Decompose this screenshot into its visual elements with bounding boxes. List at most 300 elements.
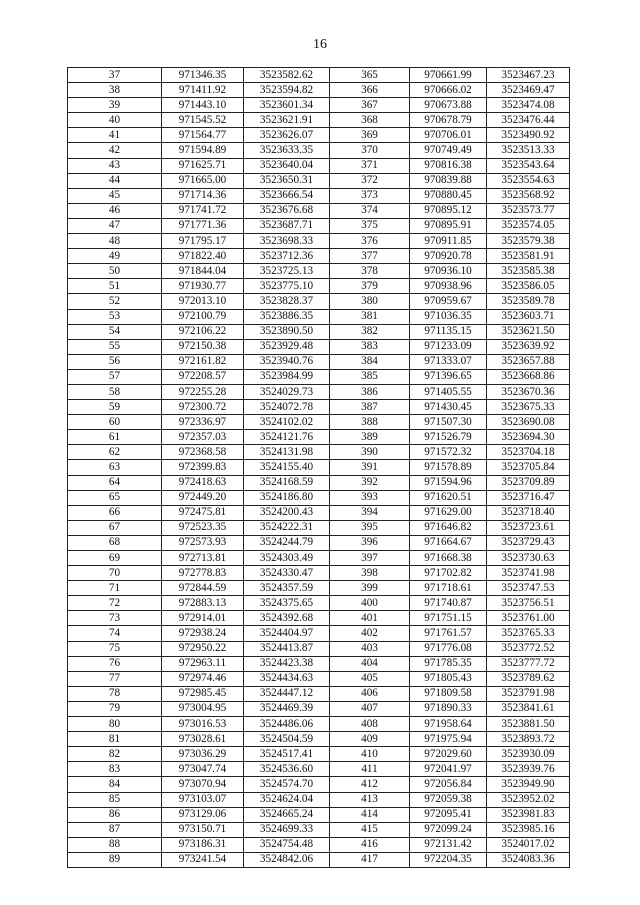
point-number-left-cell: 39 [68, 98, 162, 113]
point-number-right-cell: 396 [330, 535, 410, 550]
x-coordinate-left-cell: 972713.81 [162, 551, 244, 566]
x-coordinate-left-cell: 973186.31 [162, 837, 244, 852]
y-coordinate-left-cell: 3523828.37 [244, 294, 330, 309]
x-coordinate-left-cell: 971741.72 [162, 203, 244, 218]
x-coordinate-right-cell: 972131.42 [410, 837, 487, 852]
x-coordinate-right-cell: 971718.61 [410, 581, 487, 596]
y-coordinate-right-cell: 3523586.05 [487, 279, 570, 294]
point-number-right-cell: 388 [330, 415, 410, 430]
x-coordinate-left-cell: 971625.71 [162, 158, 244, 173]
x-coordinate-left-cell: 971594.89 [162, 143, 244, 158]
x-coordinate-left-cell: 973103.07 [162, 792, 244, 807]
table-row [68, 83, 570, 98]
point-number-right-cell: 381 [330, 309, 410, 324]
point-number-left-cell: 73 [68, 611, 162, 626]
x-coordinate-left-cell: 973016.53 [162, 717, 244, 732]
y-coordinate-right-cell: 3523981.83 [487, 807, 570, 822]
y-coordinate-right-cell: 3523952.02 [487, 792, 570, 807]
table-row [68, 309, 570, 324]
x-coordinate-right-cell: 971751.15 [410, 611, 487, 626]
point-number-right-cell: 394 [330, 505, 410, 520]
point-number-right-cell: 405 [330, 671, 410, 686]
y-coordinate-left-cell: 3524536.60 [244, 762, 330, 777]
y-coordinate-right-cell: 3523694.30 [487, 430, 570, 445]
x-coordinate-left-cell: 972100.79 [162, 309, 244, 324]
y-coordinate-left-cell: 3524504.59 [244, 732, 330, 747]
x-coordinate-right-cell: 971578.89 [410, 460, 487, 475]
y-coordinate-right-cell: 3523985.16 [487, 822, 570, 837]
x-coordinate-right-cell: 971507.30 [410, 415, 487, 430]
table-row [68, 505, 570, 520]
point-number-right-cell: 415 [330, 822, 410, 837]
x-coordinate-left-cell: 972300.72 [162, 400, 244, 415]
y-coordinate-right-cell: 3523705.84 [487, 460, 570, 475]
point-number-right-cell: 398 [330, 566, 410, 581]
y-coordinate-left-cell: 3523601.34 [244, 98, 330, 113]
point-number-right-cell: 370 [330, 143, 410, 158]
point-number-left-cell: 47 [68, 218, 162, 233]
y-coordinate-right-cell: 3523573.77 [487, 203, 570, 218]
point-number-left-cell: 89 [68, 852, 162, 867]
table-row [68, 203, 570, 218]
point-number-right-cell: 402 [330, 626, 410, 641]
y-coordinate-right-cell: 3523554.63 [487, 173, 570, 188]
y-coordinate-right-cell: 3523772.52 [487, 641, 570, 656]
point-number-right-cell: 368 [330, 113, 410, 128]
point-number-right-cell: 372 [330, 173, 410, 188]
point-number-left-cell: 56 [68, 354, 162, 369]
coordinates-table [67, 67, 570, 868]
table-row [68, 596, 570, 611]
x-coordinate-right-cell: 971975.94 [410, 732, 487, 747]
table-row [68, 264, 570, 279]
table-row [68, 686, 570, 701]
table-row [68, 98, 570, 113]
y-coordinate-left-cell: 3523594.82 [244, 83, 330, 98]
x-coordinate-right-cell: 971702.82 [410, 566, 487, 581]
point-number-left-cell: 68 [68, 535, 162, 550]
point-number-left-cell: 71 [68, 581, 162, 596]
y-coordinate-left-cell: 3523775.10 [244, 279, 330, 294]
point-number-left-cell: 75 [68, 641, 162, 656]
table-row [68, 520, 570, 535]
point-number-right-cell: 417 [330, 852, 410, 867]
x-coordinate-right-cell: 971036.35 [410, 309, 487, 324]
point-number-left-cell: 43 [68, 158, 162, 173]
y-coordinate-left-cell: 3524168.59 [244, 475, 330, 490]
x-coordinate-left-cell: 971714.36 [162, 188, 244, 203]
x-coordinate-right-cell: 970920.78 [410, 249, 487, 264]
x-coordinate-right-cell: 972099.24 [410, 822, 487, 837]
point-number-left-cell: 54 [68, 324, 162, 339]
x-coordinate-right-cell: 970749.49 [410, 143, 487, 158]
table-row [68, 354, 570, 369]
x-coordinate-left-cell: 972914.01 [162, 611, 244, 626]
y-coordinate-left-cell: 3524447.12 [244, 686, 330, 701]
table-row [68, 445, 570, 460]
point-number-right-cell: 375 [330, 218, 410, 233]
y-coordinate-left-cell: 3523687.71 [244, 218, 330, 233]
point-number-right-cell: 382 [330, 324, 410, 339]
point-number-left-cell: 67 [68, 520, 162, 535]
point-number-right-cell: 366 [330, 83, 410, 98]
x-coordinate-right-cell: 971646.82 [410, 520, 487, 535]
x-coordinate-right-cell: 971629.00 [410, 505, 487, 520]
x-coordinate-right-cell: 971405.55 [410, 384, 487, 399]
y-coordinate-right-cell: 3523476.44 [487, 113, 570, 128]
point-number-right-cell: 391 [330, 460, 410, 475]
coordinates-table-body [68, 68, 570, 868]
table-row [68, 566, 570, 581]
y-coordinate-right-cell: 3523657.88 [487, 354, 570, 369]
x-coordinate-left-cell: 972844.59 [162, 581, 244, 596]
y-coordinate-left-cell: 3524131.98 [244, 445, 330, 460]
y-coordinate-right-cell: 3523639.92 [487, 339, 570, 354]
x-coordinate-right-cell: 971668.38 [410, 551, 487, 566]
point-number-left-cell: 48 [68, 234, 162, 249]
x-coordinate-right-cell: 971740.87 [410, 596, 487, 611]
y-coordinate-right-cell: 3523881.50 [487, 717, 570, 732]
y-coordinate-left-cell: 3523940.76 [244, 354, 330, 369]
table-row [68, 113, 570, 128]
point-number-left-cell: 37 [68, 68, 162, 83]
point-number-right-cell: 389 [330, 430, 410, 445]
x-coordinate-left-cell: 973129.06 [162, 807, 244, 822]
x-coordinate-left-cell: 972399.83 [162, 460, 244, 475]
x-coordinate-right-cell: 970895.91 [410, 218, 487, 233]
table-row [68, 535, 570, 550]
point-number-left-cell: 49 [68, 249, 162, 264]
y-coordinate-left-cell: 3523676.68 [244, 203, 330, 218]
y-coordinate-right-cell: 3523841.61 [487, 701, 570, 716]
x-coordinate-left-cell: 973047.74 [162, 762, 244, 777]
x-coordinate-right-cell: 971620.51 [410, 490, 487, 505]
y-coordinate-left-cell: 3524072.78 [244, 400, 330, 415]
point-number-right-cell: 401 [330, 611, 410, 626]
table-row [68, 143, 570, 158]
point-number-right-cell: 373 [330, 188, 410, 203]
x-coordinate-left-cell: 972938.24 [162, 626, 244, 641]
x-coordinate-right-cell: 971785.35 [410, 656, 487, 671]
point-number-right-cell: 409 [330, 732, 410, 747]
x-coordinate-left-cell: 972523.35 [162, 520, 244, 535]
table-row [68, 339, 570, 354]
y-coordinate-right-cell: 3523756.51 [487, 596, 570, 611]
x-coordinate-left-cell: 971844.04 [162, 264, 244, 279]
x-coordinate-left-cell: 971346.35 [162, 68, 244, 83]
x-coordinate-left-cell: 972974.46 [162, 671, 244, 686]
x-coordinate-right-cell: 970959.67 [410, 294, 487, 309]
y-coordinate-right-cell: 3523730.63 [487, 551, 570, 566]
x-coordinate-right-cell: 971594.96 [410, 475, 487, 490]
table-row [68, 671, 570, 686]
x-coordinate-left-cell: 973004.95 [162, 701, 244, 716]
point-number-left-cell: 58 [68, 384, 162, 399]
point-number-left-cell: 38 [68, 83, 162, 98]
table-row [68, 792, 570, 807]
point-number-right-cell: 367 [330, 98, 410, 113]
y-coordinate-right-cell: 3523939.76 [487, 762, 570, 777]
x-coordinate-left-cell: 972778.83 [162, 566, 244, 581]
point-number-left-cell: 88 [68, 837, 162, 852]
x-coordinate-right-cell: 972059.38 [410, 792, 487, 807]
table-row [68, 717, 570, 732]
x-coordinate-left-cell: 971930.77 [162, 279, 244, 294]
y-coordinate-left-cell: 3523626.07 [244, 128, 330, 143]
table-row [68, 294, 570, 309]
point-number-left-cell: 86 [68, 807, 162, 822]
x-coordinate-right-cell: 972204.35 [410, 852, 487, 867]
x-coordinate-right-cell: 971396.65 [410, 369, 487, 384]
y-coordinate-right-cell: 3523574.05 [487, 218, 570, 233]
y-coordinate-right-cell: 3523729.43 [487, 535, 570, 550]
y-coordinate-right-cell: 3523589.78 [487, 294, 570, 309]
table-row [68, 128, 570, 143]
x-coordinate-left-cell: 971443.10 [162, 98, 244, 113]
point-number-right-cell: 378 [330, 264, 410, 279]
y-coordinate-right-cell: 3523490.92 [487, 128, 570, 143]
point-number-left-cell: 65 [68, 490, 162, 505]
table-row [68, 747, 570, 762]
point-number-right-cell: 400 [330, 596, 410, 611]
y-coordinate-right-cell: 3523716.47 [487, 490, 570, 505]
point-number-left-cell: 66 [68, 505, 162, 520]
y-coordinate-left-cell: 3523621.91 [244, 113, 330, 128]
point-number-right-cell: 399 [330, 581, 410, 596]
point-number-right-cell: 390 [330, 445, 410, 460]
y-coordinate-left-cell: 3524486.06 [244, 717, 330, 732]
x-coordinate-right-cell: 971890.33 [410, 701, 487, 716]
y-coordinate-left-cell: 3524699.33 [244, 822, 330, 837]
y-coordinate-left-cell: 3524624.04 [244, 792, 330, 807]
x-coordinate-left-cell: 972208.57 [162, 369, 244, 384]
table-row [68, 218, 570, 233]
point-number-right-cell: 395 [330, 520, 410, 535]
y-coordinate-left-cell: 3524186.80 [244, 490, 330, 505]
point-number-left-cell: 74 [68, 626, 162, 641]
point-number-right-cell: 377 [330, 249, 410, 264]
y-coordinate-right-cell: 3523747.53 [487, 581, 570, 596]
point-number-right-cell: 410 [330, 747, 410, 762]
x-coordinate-right-cell: 970880.45 [410, 188, 487, 203]
x-coordinate-right-cell: 971776.08 [410, 641, 487, 656]
point-number-right-cell: 371 [330, 158, 410, 173]
y-coordinate-left-cell: 3524200.43 [244, 505, 330, 520]
y-coordinate-left-cell: 3524155.40 [244, 460, 330, 475]
y-coordinate-right-cell: 3523893.72 [487, 732, 570, 747]
y-coordinate-right-cell: 3524017.02 [487, 837, 570, 852]
y-coordinate-right-cell: 3523568.92 [487, 188, 570, 203]
point-number-left-cell: 61 [68, 430, 162, 445]
point-number-left-cell: 55 [68, 339, 162, 354]
x-coordinate-right-cell: 970911.85 [410, 234, 487, 249]
y-coordinate-left-cell: 3523666.54 [244, 188, 330, 203]
point-number-right-cell: 407 [330, 701, 410, 716]
point-number-right-cell: 413 [330, 792, 410, 807]
x-coordinate-left-cell: 972573.93 [162, 535, 244, 550]
y-coordinate-left-cell: 3524244.79 [244, 535, 330, 550]
table-row [68, 400, 570, 415]
x-coordinate-right-cell: 970816.38 [410, 158, 487, 173]
y-coordinate-left-cell: 3524754.48 [244, 837, 330, 852]
table-row [68, 701, 570, 716]
y-coordinate-right-cell: 3523579.38 [487, 234, 570, 249]
x-coordinate-right-cell: 972029.60 [410, 747, 487, 762]
y-coordinate-right-cell: 3523668.86 [487, 369, 570, 384]
point-number-right-cell: 369 [330, 128, 410, 143]
point-number-right-cell: 406 [330, 686, 410, 701]
x-coordinate-right-cell: 971805.43 [410, 671, 487, 686]
x-coordinate-left-cell: 972950.22 [162, 641, 244, 656]
y-coordinate-right-cell: 3523704.18 [487, 445, 570, 460]
x-coordinate-right-cell: 970936.10 [410, 264, 487, 279]
x-coordinate-right-cell: 970678.79 [410, 113, 487, 128]
x-coordinate-right-cell: 972056.84 [410, 777, 487, 792]
y-coordinate-left-cell: 3523890.50 [244, 324, 330, 339]
point-number-left-cell: 84 [68, 777, 162, 792]
y-coordinate-right-cell: 3523670.36 [487, 384, 570, 399]
point-number-right-cell: 397 [330, 551, 410, 566]
point-number-left-cell: 87 [68, 822, 162, 837]
x-coordinate-left-cell: 972255.28 [162, 384, 244, 399]
y-coordinate-right-cell: 3523930.09 [487, 747, 570, 762]
x-coordinate-left-cell: 972013.10 [162, 294, 244, 309]
x-coordinate-left-cell: 973028.61 [162, 732, 244, 747]
y-coordinate-right-cell: 3523675.33 [487, 400, 570, 415]
x-coordinate-right-cell: 970938.96 [410, 279, 487, 294]
table-row [68, 460, 570, 475]
x-coordinate-left-cell: 973070.94 [162, 777, 244, 792]
y-coordinate-left-cell: 3523929.48 [244, 339, 330, 354]
point-number-left-cell: 46 [68, 203, 162, 218]
x-coordinate-right-cell: 971572.32 [410, 445, 487, 460]
table-row [68, 369, 570, 384]
y-coordinate-left-cell: 3523650.31 [244, 173, 330, 188]
y-coordinate-left-cell: 3524404.97 [244, 626, 330, 641]
point-number-left-cell: 45 [68, 188, 162, 203]
point-number-left-cell: 83 [68, 762, 162, 777]
y-coordinate-left-cell: 3524102.02 [244, 415, 330, 430]
x-coordinate-right-cell: 971809.58 [410, 686, 487, 701]
y-coordinate-left-cell: 3524434.63 [244, 671, 330, 686]
point-number-left-cell: 85 [68, 792, 162, 807]
table-row [68, 626, 570, 641]
table-row [68, 415, 570, 430]
x-coordinate-left-cell: 972985.45 [162, 686, 244, 701]
x-coordinate-left-cell: 972883.13 [162, 596, 244, 611]
y-coordinate-left-cell: 3524303.49 [244, 551, 330, 566]
x-coordinate-left-cell: 971822.40 [162, 249, 244, 264]
point-number-right-cell: 365 [330, 68, 410, 83]
point-number-left-cell: 50 [68, 264, 162, 279]
table-row [68, 68, 570, 83]
y-coordinate-left-cell: 3524121.76 [244, 430, 330, 445]
table-row [68, 384, 570, 399]
x-coordinate-left-cell: 972418.63 [162, 475, 244, 490]
table-row [68, 475, 570, 490]
point-number-right-cell: 411 [330, 762, 410, 777]
x-coordinate-right-cell: 971135.15 [410, 324, 487, 339]
y-coordinate-left-cell: 3524330.47 [244, 566, 330, 581]
x-coordinate-right-cell: 970706.01 [410, 128, 487, 143]
y-coordinate-left-cell: 3524517.41 [244, 747, 330, 762]
point-number-right-cell: 385 [330, 369, 410, 384]
point-number-left-cell: 81 [68, 732, 162, 747]
point-number-left-cell: 69 [68, 551, 162, 566]
y-coordinate-left-cell: 3523984.99 [244, 369, 330, 384]
x-coordinate-right-cell: 971333.07 [410, 354, 487, 369]
point-number-right-cell: 403 [330, 641, 410, 656]
x-coordinate-right-cell: 971958.64 [410, 717, 487, 732]
x-coordinate-right-cell: 970839.88 [410, 173, 487, 188]
x-coordinate-right-cell: 972041.97 [410, 762, 487, 777]
point-number-left-cell: 63 [68, 460, 162, 475]
y-coordinate-right-cell: 3523789.62 [487, 671, 570, 686]
y-coordinate-left-cell: 3523886.35 [244, 309, 330, 324]
x-coordinate-left-cell: 971411.92 [162, 83, 244, 98]
x-coordinate-left-cell: 971771.36 [162, 218, 244, 233]
y-coordinate-right-cell: 3523543.64 [487, 158, 570, 173]
y-coordinate-left-cell: 3524574.70 [244, 777, 330, 792]
x-coordinate-left-cell: 971795.17 [162, 234, 244, 249]
x-coordinate-left-cell: 972150.38 [162, 339, 244, 354]
y-coordinate-left-cell: 3524392.68 [244, 611, 330, 626]
x-coordinate-right-cell: 970661.99 [410, 68, 487, 83]
y-coordinate-right-cell: 3523723.61 [487, 520, 570, 535]
point-number-right-cell: 412 [330, 777, 410, 792]
point-number-left-cell: 53 [68, 309, 162, 324]
point-number-right-cell: 416 [330, 837, 410, 852]
x-coordinate-left-cell: 972161.82 [162, 354, 244, 369]
y-coordinate-left-cell: 3524665.24 [244, 807, 330, 822]
table-row [68, 279, 570, 294]
point-number-right-cell: 384 [330, 354, 410, 369]
point-number-right-cell: 376 [330, 234, 410, 249]
point-number-left-cell: 82 [68, 747, 162, 762]
y-coordinate-right-cell: 3524083.36 [487, 852, 570, 867]
table-row [68, 490, 570, 505]
x-coordinate-left-cell: 973150.71 [162, 822, 244, 837]
y-coordinate-left-cell: 3523698.33 [244, 234, 330, 249]
y-coordinate-right-cell: 3523709.89 [487, 475, 570, 490]
point-number-left-cell: 51 [68, 279, 162, 294]
y-coordinate-left-cell: 3523633.35 [244, 143, 330, 158]
x-coordinate-left-cell: 972357.03 [162, 430, 244, 445]
point-number-right-cell: 414 [330, 807, 410, 822]
point-number-left-cell: 44 [68, 173, 162, 188]
x-coordinate-right-cell: 971526.79 [410, 430, 487, 445]
y-coordinate-right-cell: 3523474.08 [487, 98, 570, 113]
table-row [68, 762, 570, 777]
point-number-left-cell: 78 [68, 686, 162, 701]
table-row [68, 641, 570, 656]
x-coordinate-right-cell: 970895.12 [410, 203, 487, 218]
y-coordinate-right-cell: 3523791.98 [487, 686, 570, 701]
point-number-right-cell: 379 [330, 279, 410, 294]
y-coordinate-right-cell: 3523718.40 [487, 505, 570, 520]
x-coordinate-left-cell: 971665.00 [162, 173, 244, 188]
point-number-left-cell: 72 [68, 596, 162, 611]
y-coordinate-right-cell: 3523469.47 [487, 83, 570, 98]
x-coordinate-left-cell: 972963.11 [162, 656, 244, 671]
y-coordinate-right-cell: 3523581.91 [487, 249, 570, 264]
table-row [68, 188, 570, 203]
point-number-right-cell: 393 [330, 490, 410, 505]
x-coordinate-right-cell: 971761.57 [410, 626, 487, 641]
point-number-right-cell: 387 [330, 400, 410, 415]
point-number-left-cell: 80 [68, 717, 162, 732]
y-coordinate-left-cell: 3523582.62 [244, 68, 330, 83]
